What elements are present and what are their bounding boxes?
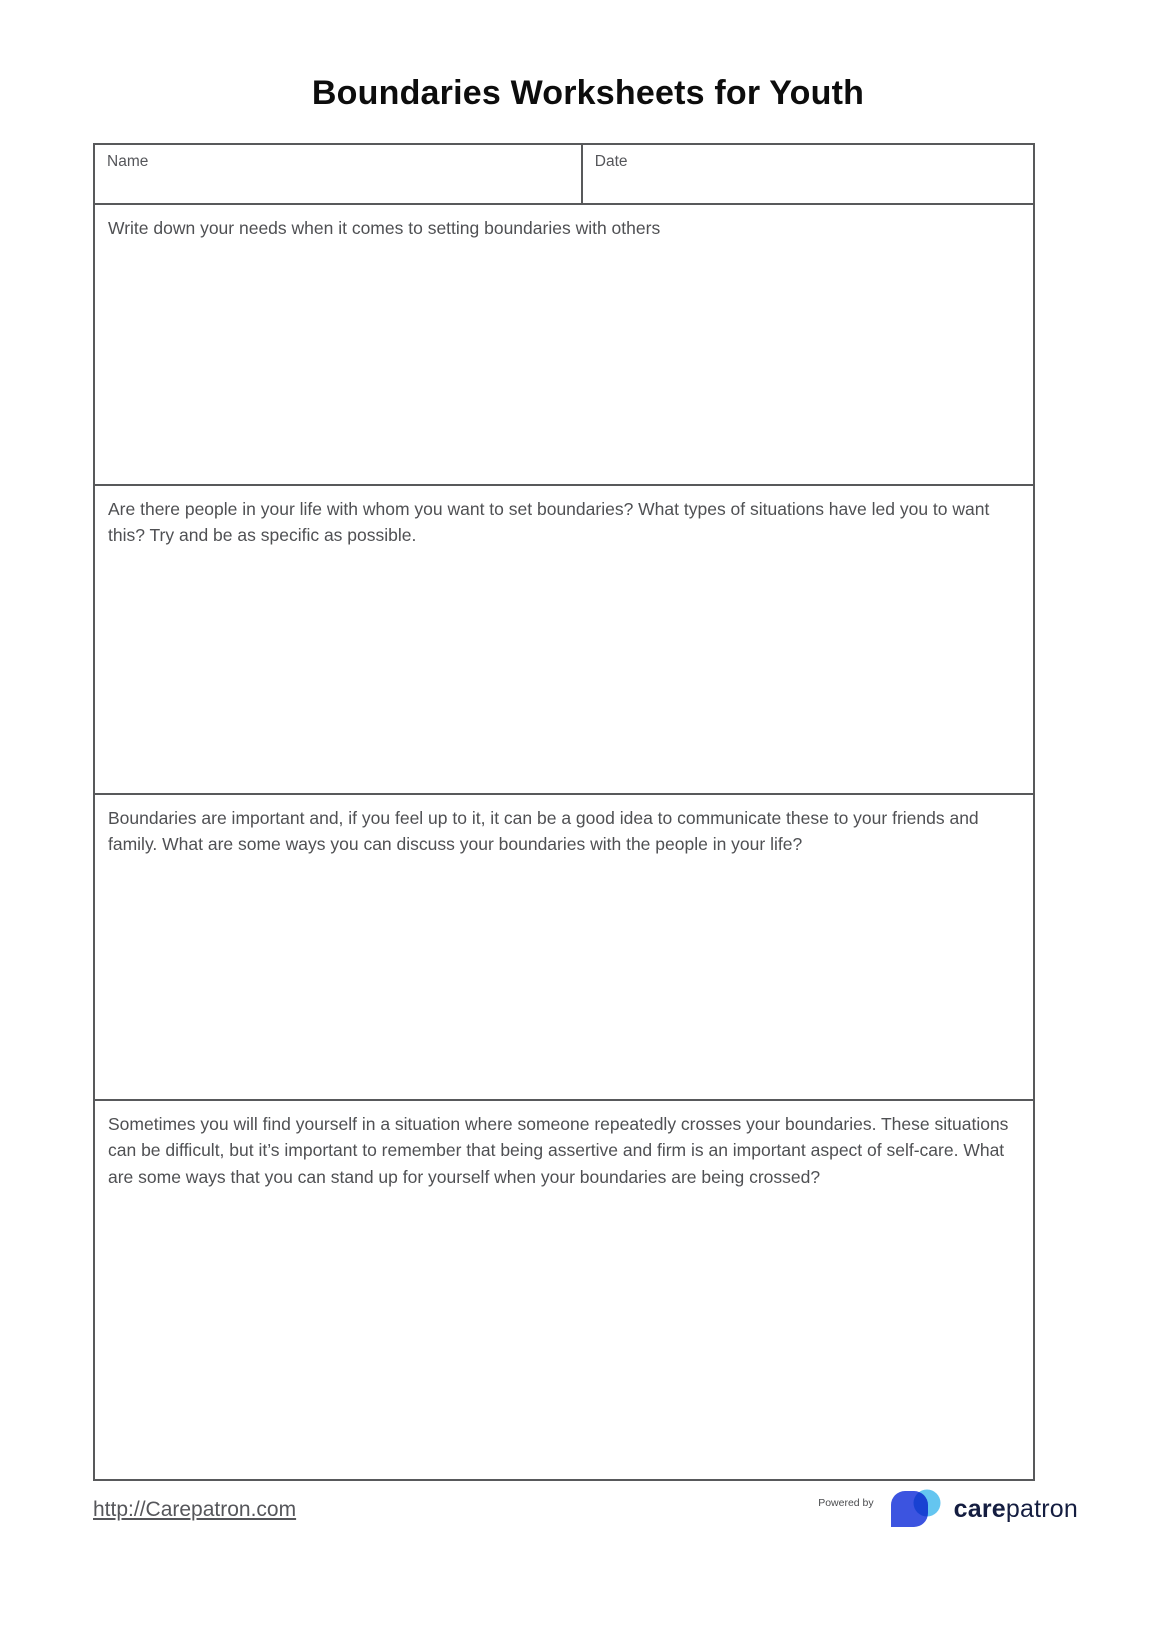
- carepatron-wordmark: [954, 1495, 1078, 1524]
- name-field-cell: [95, 145, 583, 203]
- date-field-label: Date: [594, 153, 628, 170]
- name-field-label: Name: [107, 153, 149, 170]
- section-assertive: [95, 1099, 1033, 1481]
- carepatron-logo-icon: [890, 1488, 944, 1530]
- page-title: Boundaries Worksheets for Youth: [311, 74, 865, 112]
- brand-care-text: care: [953, 1494, 1006, 1523]
- section-communicate-prompt: Boundaries are important and, if you feel up to it, it can be a good idea to communicate these to your friends and family. What are some ways you can discuss your boundaries with the people in your life?: [108, 808, 979, 855]
- section-needs-prompt: Write down your needs when it comes to setting boundaries with others: [108, 218, 661, 238]
- section-people-answer-area[interactable]: [95, 549, 1033, 794]
- section-needs-answer-area[interactable]: [95, 241, 1033, 484]
- worksheet-table: [93, 143, 1035, 1481]
- section-needs: [95, 203, 1033, 484]
- section-communicate-answer-area[interactable]: [95, 858, 1033, 1100]
- powered-by-label: Powered by: [818, 1497, 874, 1509]
- section-assertive-prompt: Sometimes you will find yourself in a situation where someone repeatedly crosses your boundaries. These situations can be difficult, but it’s important to remember that being assertive and firm is an important aspect of self-care. What are some ways that you can stand up for yourself when your boundaries are being crossed?: [108, 1114, 1009, 1187]
- section-people-prompt: Are there people in your life with whom you want to set boundaries? What types of situations have led you to want this? Try and be as specific as possible.: [108, 499, 990, 546]
- date-input-area[interactable]: [595, 171, 1021, 195]
- powered-by-group: [818, 1488, 1078, 1530]
- date-field-cell: [583, 145, 1033, 203]
- section-communicate: [95, 793, 1033, 1099]
- name-input-area[interactable]: [107, 171, 569, 195]
- name-date-row: [95, 145, 1033, 203]
- brand-patron-text: patron: [1005, 1494, 1078, 1523]
- section-people: [95, 484, 1033, 793]
- carepatron-link[interactable]: http://Carepatron.com: [93, 1498, 297, 1521]
- section-assertive-answer-area[interactable]: [95, 1190, 1033, 1481]
